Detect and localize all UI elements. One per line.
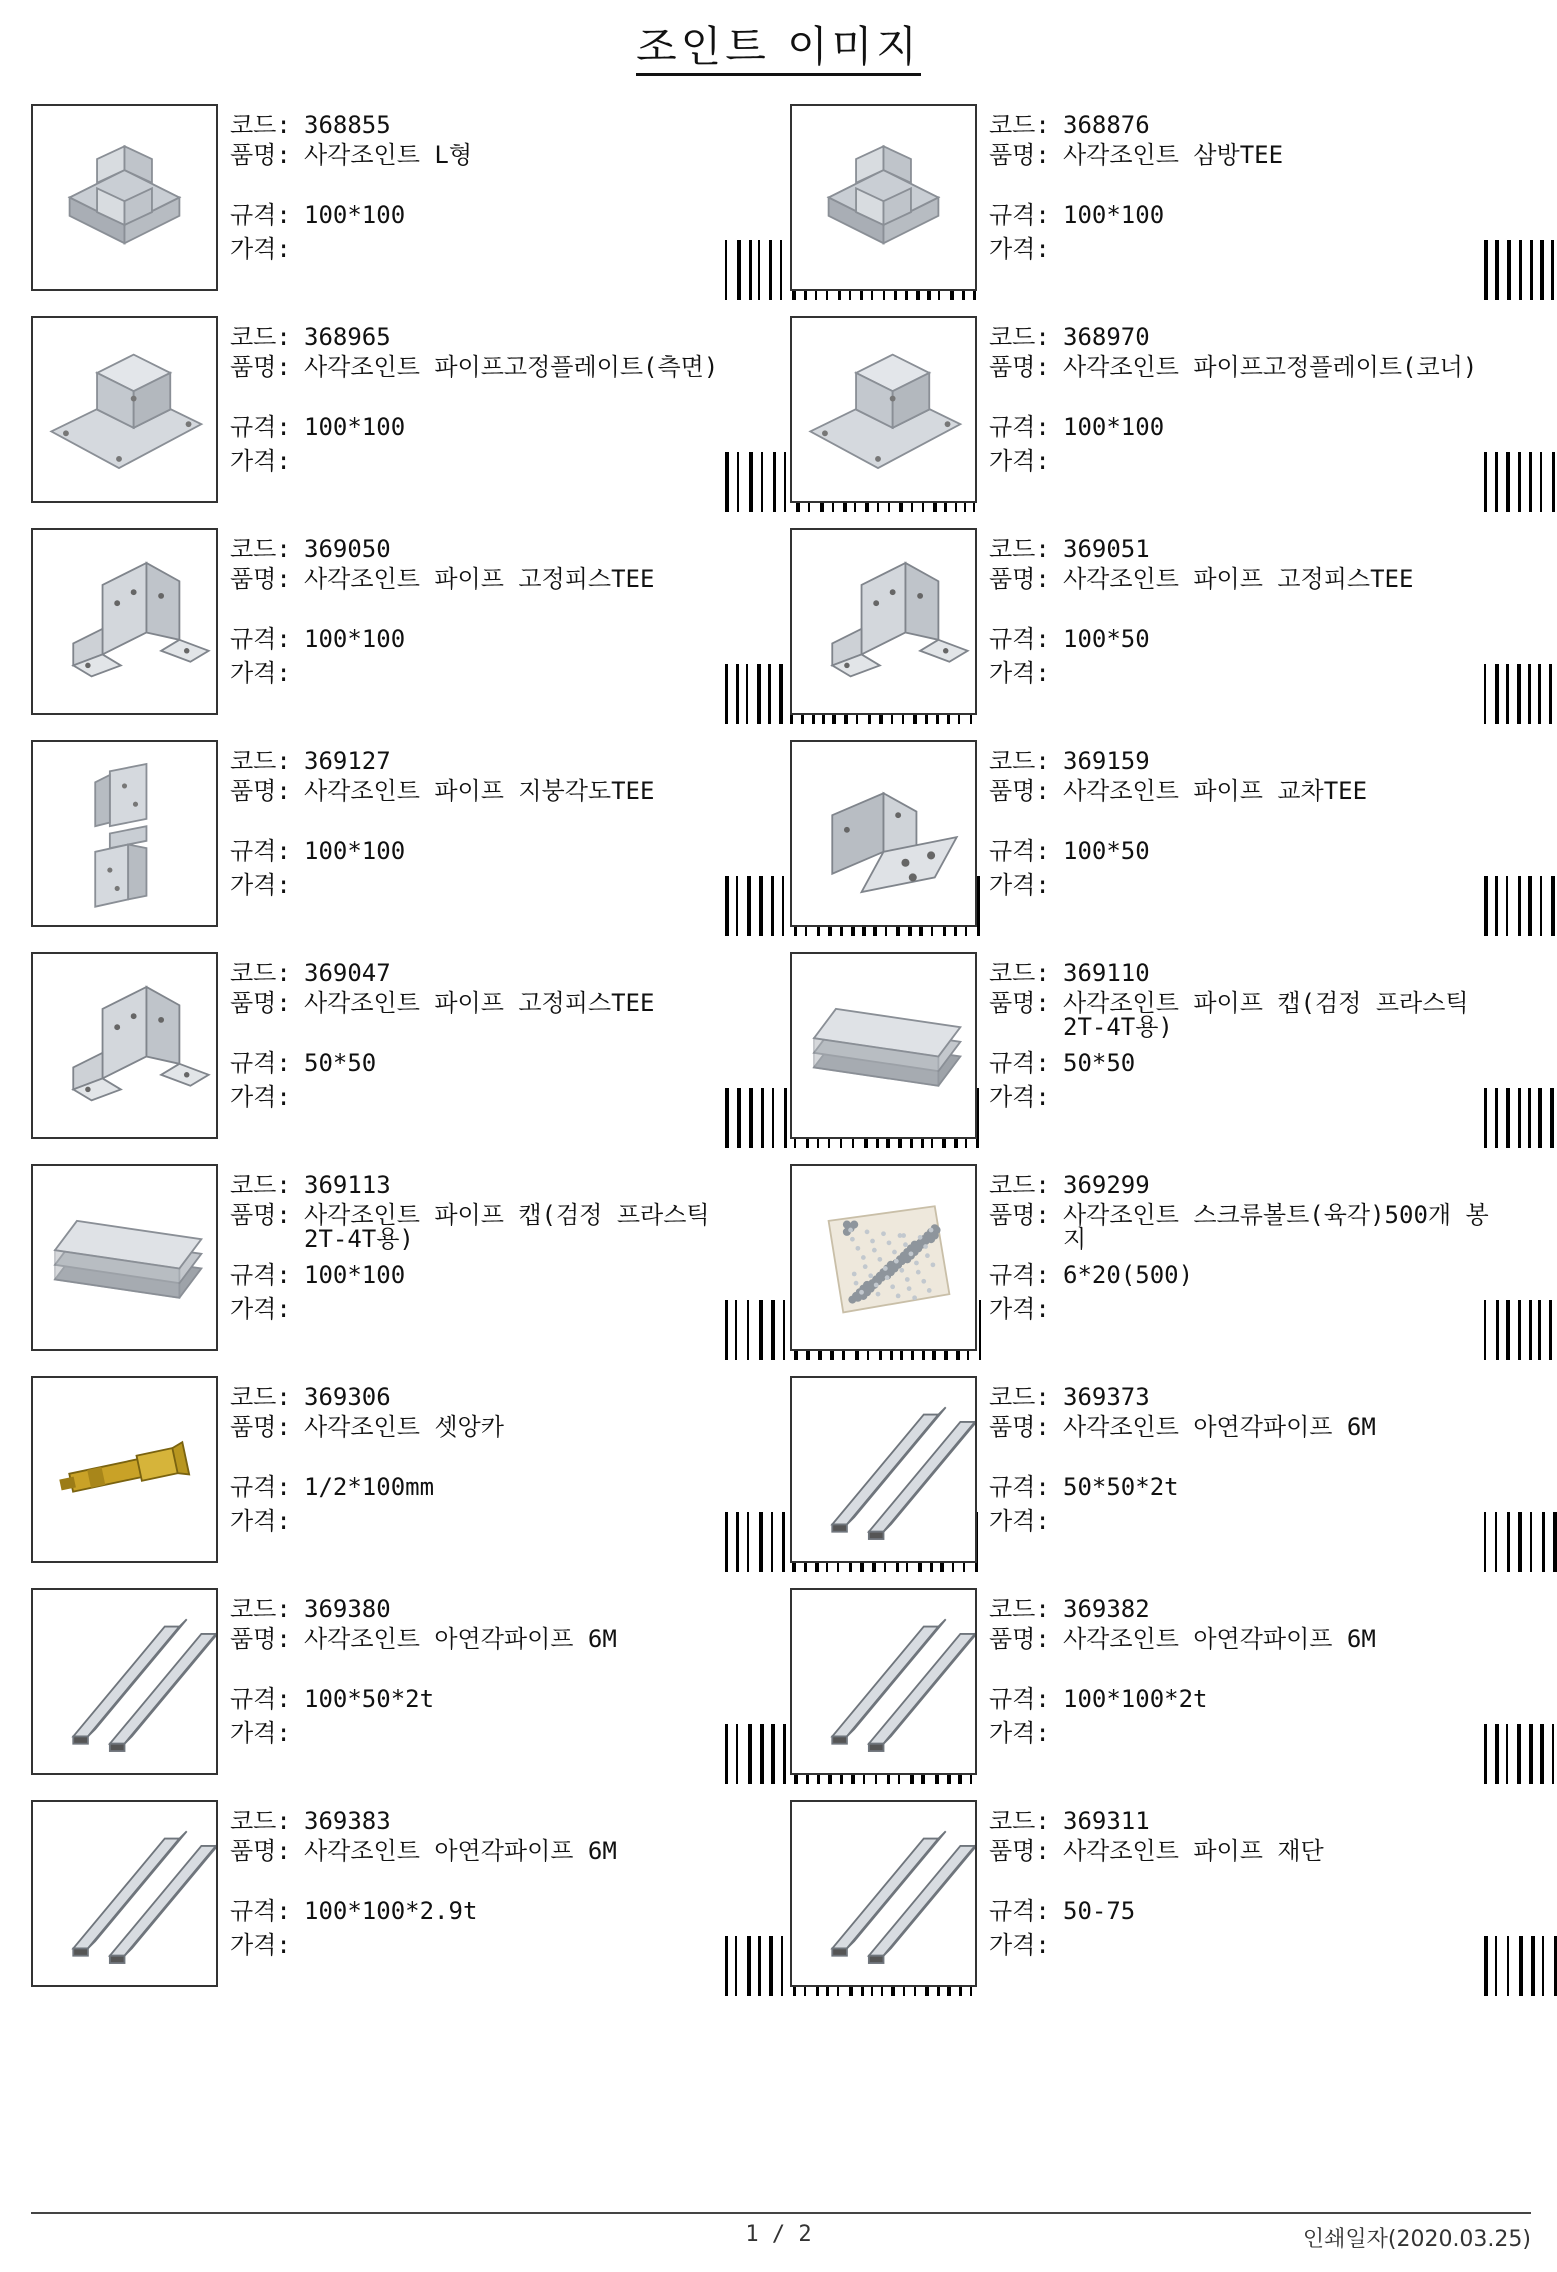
barcode (1484, 664, 1557, 724)
product-card (790, 104, 1541, 316)
product-spec: 100*50 (1063, 625, 1150, 653)
product-card (31, 740, 790, 952)
price-label: 가격: (989, 871, 1050, 899)
spec-label: 규격: (230, 1261, 291, 1289)
product-card (31, 104, 790, 316)
price-label: 가격: (230, 659, 291, 687)
price-label: 가격: (989, 235, 1050, 263)
spec-label: 규격: (989, 625, 1050, 653)
product-code: 369051 (1063, 535, 1150, 563)
u-bracket-icon (31, 528, 218, 715)
name-label: 품명: (230, 141, 291, 169)
product-name: 사각조인트 스크류볼트(육각)500개 봉 지 (1063, 1201, 1489, 1253)
spec-label: 규격: (230, 1473, 291, 1501)
price-label: 가격: (230, 235, 291, 263)
price-label: 가격: (989, 1083, 1050, 1111)
price-label: 가격: (230, 1083, 291, 1111)
screw-bag-icon (790, 1164, 977, 1351)
product-spec: 50-75 (1063, 1897, 1136, 1925)
product-spec: 100*100 (304, 201, 406, 229)
spec-label: 규격: (230, 625, 291, 653)
spec-label: 규격: (989, 1261, 1050, 1289)
product-spec: 100*100*2.9t (304, 1897, 478, 1925)
product-name: 사각조인트 파이프 고정피스TEE (304, 989, 655, 1017)
product-name: 사각조인트 파이프 재단 (1063, 1837, 1324, 1865)
spec-label: 규격: (989, 837, 1050, 865)
barcode (1484, 1936, 1557, 1996)
product-name: 사각조인트 아연각파이프 6M (304, 1837, 617, 1865)
product-card (790, 1164, 1541, 1376)
product-code: 368970 (1063, 323, 1150, 351)
price-label: 가격: (989, 1507, 1050, 1535)
product-spec: 1/2*100mm (304, 1473, 435, 1501)
spec-label: 규격: (230, 201, 291, 229)
product-code: 369380 (304, 1595, 391, 1623)
product-code: 369050 (304, 535, 391, 563)
name-label: 품명: (989, 565, 1050, 593)
price-label: 가격: (230, 1507, 291, 1535)
product-spec: 100*50*2t (304, 1685, 435, 1713)
square-pipe-icon (790, 1376, 977, 1563)
square-pipe-icon (31, 1800, 218, 1987)
u-bracket-icon (790, 528, 977, 715)
product-card (790, 740, 1541, 952)
product-spec: 50*50 (304, 1049, 377, 1077)
price-label: 가격: (230, 1719, 291, 1747)
name-label: 품명: (989, 777, 1050, 805)
name-label: 품명: (230, 1625, 291, 1653)
code-label: 코드: (230, 1807, 291, 1835)
code-label: 코드: (989, 747, 1050, 775)
product-name: 사각조인트 파이프고정플레이트(측면) (304, 353, 719, 381)
name-label: 품명: (989, 1837, 1050, 1865)
product-card (31, 1800, 790, 2012)
barcode (1484, 876, 1557, 936)
product-code: 369382 (1063, 1595, 1150, 1623)
product-name: 사각조인트 L형 (304, 141, 473, 169)
product-code: 369047 (304, 959, 391, 987)
product-code: 369299 (1063, 1171, 1150, 1199)
code-label: 코드: (230, 959, 291, 987)
code-label: 코드: (230, 1171, 291, 1199)
product-spec: 50*50*2t (1063, 1473, 1179, 1501)
spec-label: 규격: (230, 1897, 291, 1925)
spec-label: 규격: (989, 1897, 1050, 1925)
product-spec: 100*100 (1063, 413, 1165, 441)
name-label: 품명: (230, 1413, 291, 1441)
price-label: 가격: (230, 1931, 291, 1959)
product-card (790, 1800, 1541, 2012)
code-label: 코드: (989, 111, 1050, 139)
spec-label: 규격: (989, 1685, 1050, 1713)
product-name: 사각조인트 파이프 교차TEE (1063, 777, 1368, 805)
code-label: 코드: (989, 323, 1050, 351)
l-joint-icon (31, 104, 218, 291)
u-bracket-icon (31, 952, 218, 1139)
price-label: 가격: (989, 1931, 1050, 1959)
name-label: 품명: (230, 565, 291, 593)
spec-label: 규격: (989, 1473, 1050, 1501)
barcode (1484, 1300, 1557, 1360)
product-card (790, 1376, 1541, 1588)
code-label: 코드: (989, 1171, 1050, 1199)
product-card (790, 316, 1541, 528)
product-spec: 6*20(500) (1063, 1261, 1194, 1289)
barcode (1484, 240, 1557, 300)
product-name: 사각조인트 파이프고정플레이트(코너) (1063, 353, 1478, 381)
spec-label: 규격: (230, 413, 291, 441)
spec-label: 규격: (989, 413, 1050, 441)
code-label: 코드: (989, 535, 1050, 563)
product-name: 사각조인트 파이프 고정피스TEE (304, 565, 655, 593)
product-code: 369110 (1063, 959, 1150, 987)
product-code: 369306 (304, 1383, 391, 1411)
price-label: 가격: (989, 1295, 1050, 1323)
product-code: 369383 (304, 1807, 391, 1835)
name-label: 품명: (989, 1413, 1050, 1441)
barcode (1484, 1512, 1557, 1572)
barcode (1484, 1088, 1557, 1148)
price-label: 가격: (230, 447, 291, 475)
product-name: 사각조인트 셋앙카 (304, 1413, 504, 1441)
price-label: 가격: (230, 1295, 291, 1323)
product-card (790, 952, 1541, 1164)
product-code: 368855 (304, 111, 391, 139)
spec-label: 규격: (230, 1049, 291, 1077)
product-grid (31, 104, 1541, 2012)
product-code: 369127 (304, 747, 391, 775)
product-spec: 100*100*2t (1063, 1685, 1208, 1713)
code-label: 코드: (230, 1383, 291, 1411)
code-label: 코드: (230, 535, 291, 563)
spec-label: 규격: (230, 1685, 291, 1713)
cross-tee-icon (790, 740, 977, 927)
product-name: 사각조인트 아연각파이프 6M (1063, 1413, 1376, 1441)
product-code: 368876 (1063, 111, 1150, 139)
product-card (790, 1588, 1541, 1800)
roof-angle-tee-icon (31, 740, 218, 927)
name-label: 품명: (989, 1625, 1050, 1653)
product-card (31, 1376, 790, 1588)
page-title: 조인트 이미지 (0, 14, 1557, 74)
footer-divider (31, 2212, 1531, 2214)
code-label: 코드: (989, 959, 1050, 987)
code-label: 코드: (230, 111, 291, 139)
name-label: 품명: (230, 777, 291, 805)
anchor-bolt-icon (31, 1376, 218, 1563)
barcode (1484, 1724, 1557, 1784)
product-name: 사각조인트 삼방TEE (1063, 141, 1284, 169)
barcode (1484, 452, 1557, 512)
name-label: 품명: (989, 1201, 1050, 1229)
code-label: 코드: (989, 1595, 1050, 1623)
name-label: 품명: (989, 353, 1050, 381)
product-spec: 100*50 (1063, 837, 1150, 865)
product-spec: 50*50 (1063, 1049, 1136, 1077)
spec-label: 규격: (989, 1049, 1050, 1077)
name-label: 품명: (230, 353, 291, 381)
name-label: 품명: (989, 989, 1050, 1017)
product-code: 369373 (1063, 1383, 1150, 1411)
price-label: 가격: (230, 871, 291, 899)
name-label: 품명: (230, 989, 291, 1017)
code-label: 코드: (230, 1595, 291, 1623)
pipe-cap-icon (790, 952, 977, 1139)
product-code: 368965 (304, 323, 391, 351)
code-label: 코드: (989, 1807, 1050, 1835)
product-spec: 100*100 (304, 625, 406, 653)
corner-plate-icon (790, 316, 977, 503)
name-label: 품명: (230, 1837, 291, 1865)
product-spec: 100*100 (304, 1261, 406, 1289)
product-card (31, 1164, 790, 1376)
print-date: 인쇄일자(2020.03.25) (1302, 2227, 1531, 2252)
code-label: 코드: (230, 323, 291, 351)
product-code: 369113 (304, 1171, 391, 1199)
product-name: 사각조인트 아연각파이프 6M (1063, 1625, 1376, 1653)
price-label: 가격: (989, 447, 1050, 475)
product-code: 369311 (1063, 1807, 1150, 1835)
square-pipe-icon (790, 1588, 977, 1775)
product-name: 사각조인트 파이프 캡(검정 프라스틱 2T-4T용) (1063, 989, 1469, 1041)
code-label: 코드: (989, 1383, 1050, 1411)
product-spec: 100*100 (304, 413, 406, 441)
pipe-cap-icon (31, 1164, 218, 1351)
product-card (31, 952, 790, 1164)
product-card (31, 1588, 790, 1800)
product-code: 369159 (1063, 747, 1150, 775)
page-number: 1 / 2 (745, 2222, 812, 2247)
product-card (790, 528, 1541, 740)
price-label: 가격: (989, 659, 1050, 687)
product-spec: 100*100 (304, 837, 406, 865)
product-card (31, 528, 790, 740)
spec-label: 규격: (230, 837, 291, 865)
code-label: 코드: (230, 747, 291, 775)
side-plate-icon (31, 316, 218, 503)
product-name: 사각조인트 파이프 캡(검정 프라스틱 2T-4T용) (304, 1201, 710, 1253)
product-card (31, 316, 790, 528)
product-name: 사각조인트 파이프 고정피스TEE (1063, 565, 1414, 593)
square-pipe-icon (790, 1800, 977, 1987)
price-label: 가격: (989, 1719, 1050, 1747)
product-name: 사각조인트 아연각파이프 6M (304, 1625, 617, 1653)
name-label: 품명: (989, 141, 1050, 169)
product-spec: 100*100 (1063, 201, 1165, 229)
three-way-tee-icon (790, 104, 977, 291)
name-label: 품명: (230, 1201, 291, 1229)
square-pipe-icon (31, 1588, 218, 1775)
product-name: 사각조인트 파이프 지붕각도TEE (304, 777, 655, 805)
spec-label: 규격: (989, 201, 1050, 229)
